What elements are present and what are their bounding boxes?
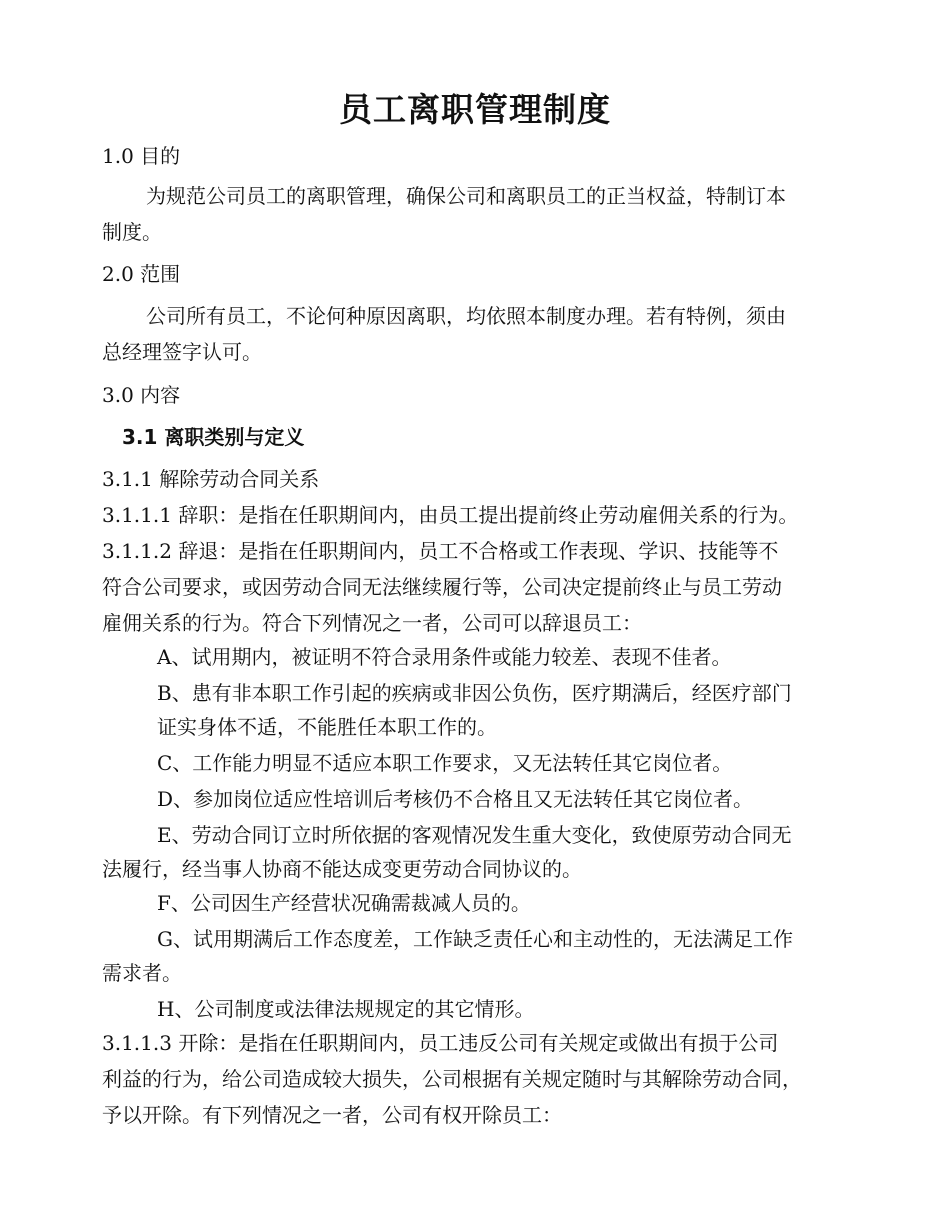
section-heading-purpose: 1.0 目的 xyxy=(102,144,181,168)
list-item-g-cont: 需求者。 xyxy=(102,961,182,985)
list-item-h: H、公司制度或法律法规规定的其它情形。 xyxy=(157,997,535,1021)
list-item-c: C、工作能力明显不适应本职工作要求，又无法转任其它岗位者。 xyxy=(157,751,733,775)
clause-line: 符合公司要求，或因劳动合同无法继续履行等，公司决定提前终止与员工劳动 xyxy=(102,575,782,599)
list-item-d: D、参加岗位适应性培训后考核仍不合格且又无法转任其它岗位者。 xyxy=(157,787,754,811)
clause-line: 3.1.1.1 辞职：是指在任职期间内，由员工提出提前终止劳动雇佣关系的行为。 xyxy=(102,503,799,527)
clause-line: 3.1.1.3 开除：是指在任职期间内，员工违反公司有关规定或做出有损于公司 xyxy=(102,1031,779,1055)
list-item-e-cont: 法履行，经当事人协商不能达成变更劳动合同协议的。 xyxy=(102,857,582,881)
paragraph-line: 总经理签字认可。 xyxy=(102,340,262,364)
list-item-f: F、公司因生产经营状况确需裁减人员的。 xyxy=(157,891,531,915)
clause-line: 利益的行为，给公司造成较大损失，公司根据有关规定随时与其解除劳动合同， xyxy=(102,1067,802,1091)
paragraph-line: 公司所有员工，不论何种原因离职，均依照本制度办理。若有特例，须由 xyxy=(146,304,786,328)
paragraph-line: 制度。 xyxy=(102,220,162,244)
document-title: 员工离职管理制度 xyxy=(339,90,611,129)
list-item-b-cont: 证实身体不适，不能胜任本职工作的。 xyxy=(157,715,497,739)
clause-line: 3.1.1.2 辞退：是指在任职期间内，员工不合格或工作表现、学识、技能等不 xyxy=(102,539,779,563)
list-item-g: G、试用期满后工作态度差，工作缺乏责任心和主动性的，无法满足工作 xyxy=(157,927,793,951)
section-heading-scope: 2.0 范围 xyxy=(102,262,181,286)
list-item-e: E、劳动合同订立时所依据的客观情况发生重大变化，致使原劳动合同无 xyxy=(157,823,792,847)
list-item-a: A、试用期内，被证明不符合录用条件或能力较差、表现不佳者。 xyxy=(157,645,732,669)
clause-heading: 3.1.1 解除劳动合同关系 xyxy=(102,467,320,491)
list-item-b: B、患有非本职工作引起的疾病或非因公负伤，医疗期满后，经医疗部门 xyxy=(157,681,792,705)
paragraph-line: 为规范公司员工的离职管理，确保公司和离职员工的正当权益，特制订本 xyxy=(146,184,786,208)
clause-line: 雇佣关系的行为。符合下列情况之一者，公司可以辞退员工： xyxy=(102,611,642,635)
subsection-heading: 3.1 离职类别与定义 xyxy=(122,425,305,449)
clause-line: 予以开除。有下列情况之一者，公司有权开除员工： xyxy=(102,1103,562,1127)
section-heading-content: 3.0 内容 xyxy=(102,383,181,407)
